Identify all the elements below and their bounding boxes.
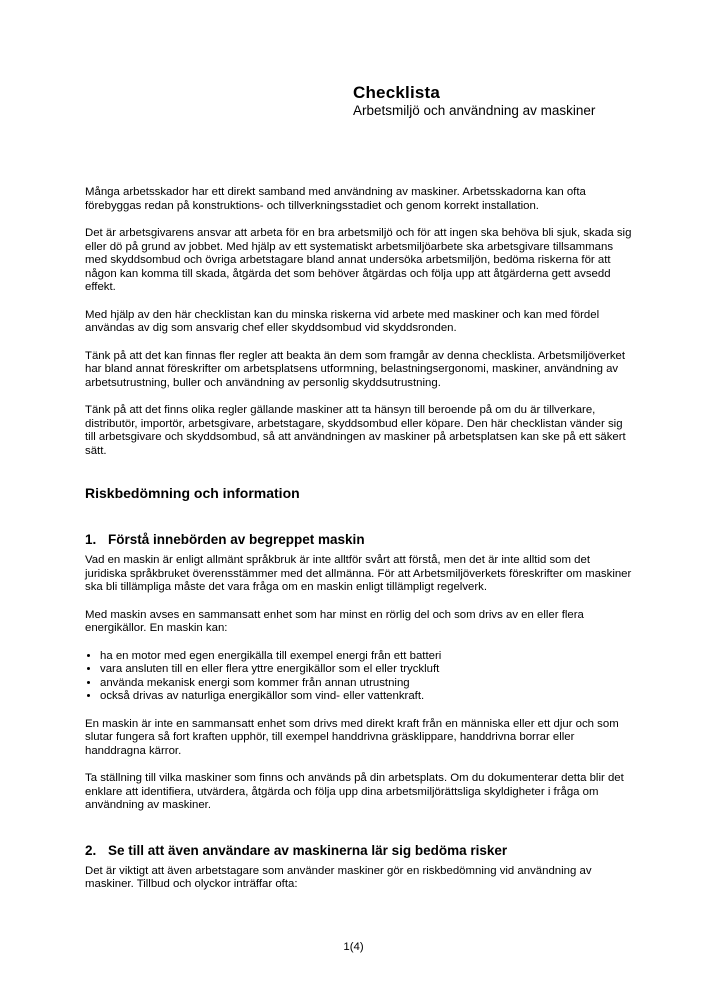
section-2-title-text: Se till att även användare av maskinerna lär sig bedöma risker [108, 842, 508, 858]
intro-paragraph-4: Tänk på att det kan finnas fler regler att beakta än dem som framgår av denna checklista. Arbetsmiljöverket har bland annat föreskrifter om arbetsplatsens utformning, belastningsergonomi, maskiner, användning av arbetsutrustning, buller och användning av personlig skyddsutrustning. [85, 349, 626, 389]
document-subtitle: Arbetsmiljö och användning av maskiner [353, 103, 596, 118]
section-1-title-text: Förstå innebörden av begreppet maskin [108, 532, 365, 547]
bullet-item: • vara ansluten till en eller flera yttre energikällor som el eller tryckluft [100, 663, 632, 677]
bullet-item: • ha en motor med egen energikälla till exempel energi från ett batteri [100, 650, 632, 664]
document-header [353, 83, 595, 119]
intro-paragraph-5: Tänk på att det finns olika regler gällande maskiner att ta hänsyn till beroende på om du är tillverkare, distributör, importör, arbetsgivare, arbetstagare, skyddsombud eller köpare. Den här checklistan vänder sig till arbetsgivare och skyddsombud, så att användningen av maskiner på arbetsplatsen kan ske på ett säkert sätt. [85, 404, 626, 457]
intro-paragraph-2: Det är arbetsgivarens ansvar att arbeta för en bra arbetsmiljö och för att ingen ska behöva bli sjuk, skada sig eller dö på grund av jobbet. Med hjälp av ett systematiskt arbetsmiljöarbete ska arbetsgivare tillsammans med skyddsombud och övriga arbetstagare bland annat undersöka arbetsmiljön, bedöma riskerna för att någon kan komma till skada, åtgärda det som behöver åtgärdas och följa upp att åtgärderna gett avsedd effekt. [85, 227, 632, 293]
bullet-item: • använda mekanisk energi som kommer från annan utrustning [100, 677, 632, 691]
section-1-number: 1. [85, 532, 97, 547]
intro-paragraph-1: Många arbetsskador har ett direkt samband med användning av maskiner. Arbetsskadorna kan ofta förebyggas redan på konstruktions- och tillverkningsstadiet och genom korrekt installation. [85, 186, 586, 212]
bullet-item: • också drivas av naturliga energikällor som vind- eller vattenkraft. [100, 690, 632, 704]
page-number: 1(4) [343, 941, 364, 953]
section-2-heading [85, 843, 632, 859]
intro-paragraph-3: Med hjälp av den här checklistan kan du minska riskerna vid arbete med maskiner och kan med fördel användas av dig som ansvarig chef eller skyddsombud vid skyddsronden. [85, 308, 600, 334]
section-1-heading [85, 532, 632, 548]
section-1-paragraph-2: Med maskin avses en sammansatt enhet som har minst en rörlig del och som drivs av en eller flera energikällor. En maskin kan: [85, 608, 584, 634]
section-1-paragraph-3: En maskin är inte en sammansatt enhet som drivs med direkt kraft från en människa eller ett djur och som slutar fungera så fort kraften upphör, till exempel handdrivna gräsklippare, handdrivna borrar eller handdragna kärror. [85, 717, 619, 757]
section-2-number: 2. [85, 842, 97, 858]
section-1-paragraph-4: Ta ställning till vilka maskiner som finns och används på din arbetsplats. Om du dokumenterar detta blir det enklare att identifiera, utvärdera, åtgärda och följa upp dina arbetsmiljörättsliga skyldigheter i fråga om användning av maskiner. [85, 772, 624, 811]
section-1-paragraph-1: Vad en maskin är enligt allmänt språkbruk är inte alltför svårt att förstå, men det är inte alltid som det juridiska språkbruket överensstämmer med det allmänna. För att Arbetsmiljöverkets föreskrifter om maskiner ska bli tillämpliga måste det vara fråga om en maskin enligt tillämpligt regelverk. [85, 554, 632, 593]
document-body [85, 186, 632, 906]
machine-bullet-list [85, 650, 632, 704]
page-footer [0, 941, 707, 955]
document-title: Checklista [353, 83, 441, 102]
main-heading: Riskbedömning och information [85, 485, 300, 501]
section-2-paragraph-1: Det är viktigt att även arbetstagare som använder maskiner gör en riskbedömning vid användning av maskiner. Tillbud och olyckor inträffar ofta: [85, 864, 592, 890]
